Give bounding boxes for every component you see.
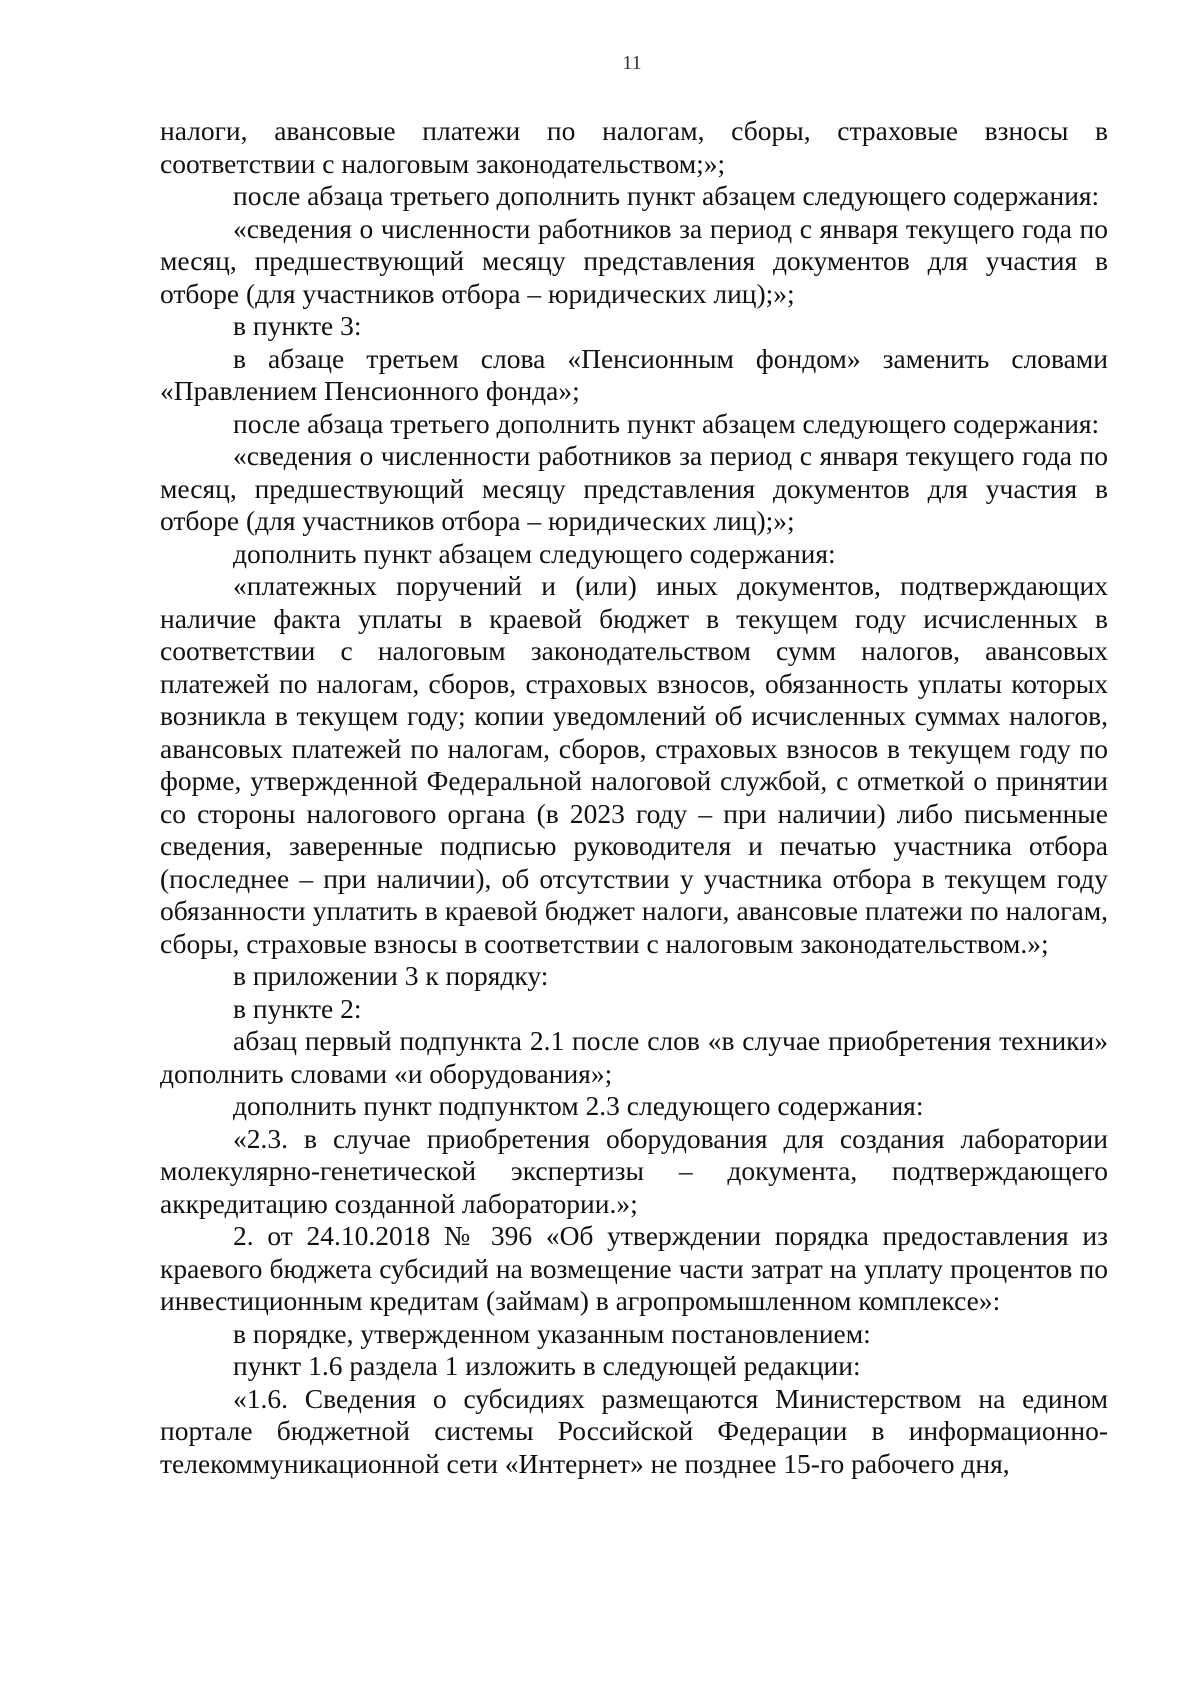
paragraph: после абзаца третьего дополнить пункт абзацем следующего содержания: xyxy=(233,180,1100,211)
paragraph: абзац первый подпункта 2.1 после слов «в случае приобретения техники» дополнить словами «и оборудования»; xyxy=(160,1025,1108,1089)
page-number: 11 xyxy=(622,52,642,74)
paragraph: в порядке, утвержденном указанным постановлением: xyxy=(233,1317,871,1349)
paragraph: налоги, авансовые платежи по налогам, сборы, страховые взносы в соответствии с налоговым законодательством;»; xyxy=(160,115,1108,179)
paragraph: дополнить пункт абзацем следующего содержания: xyxy=(233,537,836,569)
paragraph: «1.6. Сведения о субсидиях размещаются Министерством на едином портале бюджетной системы Российской Федерации в информационно-телекоммуникационной сети «Интернет» не позднее 15-го рабочего дня, xyxy=(160,1382,1108,1479)
paragraph: «сведения о численности работников за период с января текущего года по месяц, предшествующий месяцу представления документов для участия в отборе (для участников отбора – юридических лиц);»; xyxy=(160,212,1108,309)
paragraph: в приложении 3 к порядку: xyxy=(233,960,549,991)
paragraph: 2. от 24.10.2018 № 396 «Об утверждении порядка предоставления из краевого бюджета субсидий на возмещение части затрат на уплату процентов по инвестиционным кредитам (займам) в агропромышленном комплексе»: xyxy=(160,1220,1108,1316)
paragraph: «платежных поручений и (или) иных документов, подтверждающих наличие факта уплаты в краевой бюджет в текущем году исчисленных в соответствии с налоговым законодательством сумм налогов, авансовых платежей по налогам, сборов, страховых взносов, обязанность уплаты которых возникла в текущем году; копии уведомлений об исчисленных суммах налогов, авансовых платежей по налогам, сборов, страховых взносов в текущем году по форме, утвержденной Федеральной налоговой службой, с отметкой о принятии со стороны налогового органа (в 2023 году – при наличии) либо письменные сведения, заверенные подписью руководителя и печатью участника отбора (последнее – при наличии), об отсутствии у участника отбора в текущем году обязанности уплатить в краевой бюджет налоги, авансовые платежи по налогам, сборы, страховые взносы в соответствии с налоговым законодательством.»; xyxy=(160,570,1108,959)
paragraph: в пункте 2: xyxy=(233,992,362,1024)
paragraph: пункт 1.6 раздела 1 изложить в следующей редакции: xyxy=(233,1350,861,1381)
paragraph: после абзаца третьего дополнить пункт абзацем следующего содержания: xyxy=(233,407,1100,439)
paragraph: дополнить пункт подпунктом 2.3 следующего содержания: xyxy=(233,1090,924,1121)
document-body xyxy=(160,115,1108,1480)
paragraph: в абзаце третьем слова «Пенсионным фондом» заменить словами «Правлением Пенсионного фонда»; xyxy=(160,342,1108,406)
paragraph: в пункте 3: xyxy=(233,310,362,341)
paragraph: «2.3. в случае приобретения оборудования для создания лаборатории молекулярно-генетической экспертизы – документа, подтверждающего аккредитацию созданной лаборатории.»; xyxy=(160,1122,1108,1219)
paragraph: «сведения о численности работников за период с января текущего года по месяц, предшествующий месяцу представления документов для участия в отборе (для участников отбора – юридических лиц);»; xyxy=(160,440,1108,536)
